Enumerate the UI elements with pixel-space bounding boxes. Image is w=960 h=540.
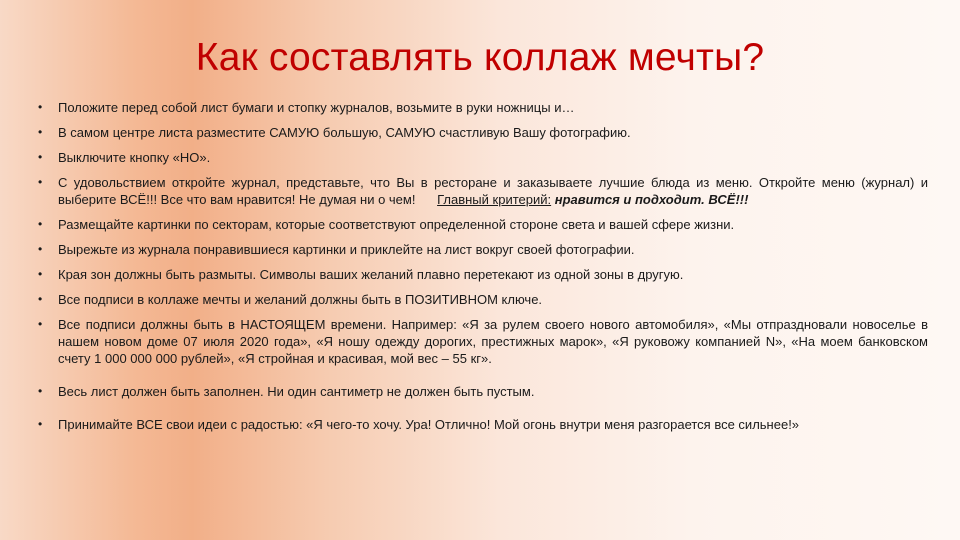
- bullet-text: Вырежьте из журнала понравившиеся картинки и приклейте на лист вокруг своей фотографии.: [58, 242, 635, 257]
- bullet-dot-icon: •: [38, 125, 43, 139]
- bullet-dot-icon: •: [38, 317, 43, 331]
- bullet-text: Положите перед собой лист бумаги и стопку журналов, возьмите в руки ножницы и…: [58, 100, 575, 115]
- bullet-list: [36, 99, 928, 433]
- bullet-text: Края зон должны быть размыты. Символы ваших желаний плавно перетекают из одной зоны в другую.: [58, 267, 684, 282]
- bullet-dot-icon: •: [38, 242, 43, 256]
- bullet-text: В самом центре листа разместите САМУЮ большую, САМУЮ счастливую Вашу фотографию.: [58, 125, 631, 140]
- bullet-text: С удовольствием откройте журнал, представьте, что Вы в ресторане и заказываете лучшие блюда из меню. Откройте меню (журнал) и выберите ВСЁ!!! Все что вам нравится! Не думая ни о чем!: [58, 175, 928, 207]
- bullet-item: [36, 174, 928, 208]
- bullet-dot-icon: •: [38, 100, 43, 114]
- bullet-item: [36, 216, 928, 233]
- bullet-dot-icon: •: [38, 150, 43, 164]
- bullet-text: Принимайте ВСЕ свои идеи с радостью: «Я чего-то хочу. Ура! Отлично! Мой огонь внутри меня разгорается все сильнее!»: [58, 417, 800, 432]
- bullet-dot-icon: •: [38, 267, 43, 281]
- bullet-item: [36, 99, 928, 116]
- bullet-text: Размещайте картинки по секторам, которые соответствуют определенной стороне света и вашей сфере жизни.: [58, 217, 735, 232]
- bullet-dot-icon: •: [38, 292, 43, 306]
- bullet-dot-icon: •: [38, 175, 43, 189]
- bullet-item: [36, 291, 928, 308]
- bullet-item: [36, 416, 928, 433]
- bullet-dot-icon: •: [38, 417, 43, 431]
- slide-title: Как составлять коллаж мечты?: [195, 36, 765, 79]
- bullet-item: [36, 241, 928, 258]
- bullet-item: [36, 124, 928, 141]
- bullet-item: [36, 149, 928, 166]
- bullet-text: Все подписи в коллаже мечты и желаний должны быть в ПОЗИТИВНОМ ключе.: [58, 292, 543, 307]
- bullet-dot-icon: •: [38, 217, 43, 231]
- bullet-item: [36, 316, 928, 367]
- criterion-label: Главный критерий:: [437, 192, 552, 207]
- bullet-text: Все подписи должны быть в НАСТОЯЩЕМ времени. Например: «Я за рулем своего нового автомобиля», «Мы отпраздновали новоселье в нашем новом доме 07 июля 2020 года», «Я ношу одежду дорогих, престижных марок», «Я руковожу компанией N», «На моем банковском счету 1 000 000 000 рублей», «Я стройная и красивая, мой вес – 55 кг».: [58, 317, 928, 366]
- criterion-value: нравится и подходит. ВСЁ!!!: [554, 192, 749, 207]
- bullet-text: Выключите кнопку «НО».: [58, 150, 211, 165]
- bullet-item: [36, 383, 928, 400]
- bullet-text: Весь лист должен быть заполнен. Ни один сантиметр не должен быть пустым.: [58, 384, 535, 399]
- bullet-dot-icon: •: [38, 384, 43, 398]
- bullet-item: [36, 266, 928, 283]
